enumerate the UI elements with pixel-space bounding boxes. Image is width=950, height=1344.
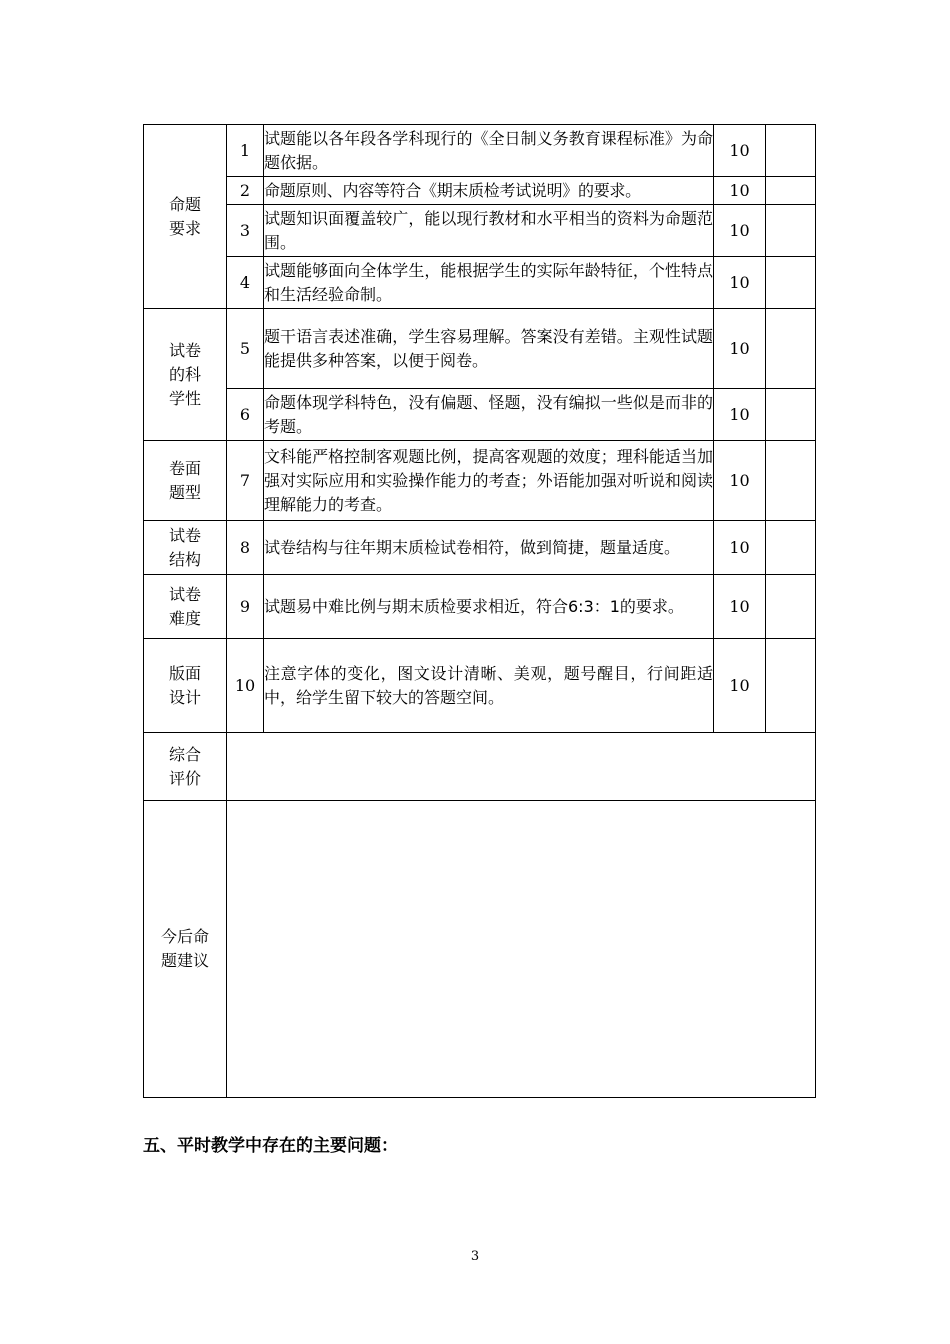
category-cell — [144, 575, 227, 639]
score-cell: 10 — [714, 639, 766, 733]
category-cell — [144, 125, 227, 309]
category-cell — [144, 733, 227, 801]
score-cell: 10 — [714, 441, 766, 521]
category-cell — [144, 309, 227, 441]
table-row — [144, 205, 816, 257]
criterion-text: 命题体现学科特色，没有偏题、怪题，没有编拟一些似是而非的考题。 — [264, 389, 714, 441]
overall-evaluation-label: 综合 评价 — [168, 744, 201, 788]
table-row — [144, 125, 816, 177]
score-cell: 10 — [714, 389, 766, 441]
item-number: 9 — [227, 575, 264, 639]
rating-cell — [766, 639, 816, 733]
rating-cell — [766, 575, 816, 639]
score-cell: 10 — [714, 177, 766, 205]
table-row — [144, 639, 816, 733]
rating-cell — [766, 125, 816, 177]
rating-cell — [766, 309, 816, 389]
page-number: 3 — [470, 1249, 480, 1264]
table-row — [144, 521, 816, 575]
overall-evaluation-field — [227, 733, 816, 801]
criterion-text: 题干语言表述准确，学生容易理解。答案没有差错。主观性试题能提供多种答案，以便于阅卷。 — [264, 309, 714, 389]
criterion-text: 试题能以各年段各学科现行的《全日制义务教育课程标准》为命题依据。 — [264, 125, 714, 177]
score-cell: 10 — [714, 125, 766, 177]
score-cell: 10 — [714, 521, 766, 575]
table-row — [144, 441, 816, 521]
category-label: 试卷 难度 — [168, 584, 201, 628]
rating-cell — [766, 389, 816, 441]
rating-cell — [766, 441, 816, 521]
table-row — [144, 575, 816, 639]
criterion-text: 试题易中难比例与期末质检要求相近，符合6:3：1的要求。 — [264, 575, 714, 639]
rating-cell — [766, 205, 816, 257]
table-row — [144, 801, 816, 1098]
score-cell: 10 — [714, 309, 766, 389]
criterion-text: 命题原则、内容等符合《期末质检考试说明》的要求。 — [264, 177, 714, 205]
score-cell: 10 — [714, 205, 766, 257]
item-number: 1 — [227, 125, 264, 177]
score-cell: 10 — [714, 257, 766, 309]
category-label: 试卷 结构 — [168, 525, 201, 569]
criterion-text: 试题知识面覆盖较广，能以现行教材和水平相当的资料为命题范围。 — [264, 205, 714, 257]
table-row — [144, 257, 816, 309]
item-number: 6 — [227, 389, 264, 441]
rating-cell — [766, 257, 816, 309]
category-cell — [144, 639, 227, 733]
criterion-text: 注意字体的变化，图文设计清晰、美观，题号醒目，行间距适中，给学生留下较大的答题空间。 — [264, 639, 714, 733]
item-number: 4 — [227, 257, 264, 309]
item-number: 10 — [227, 639, 264, 733]
criterion-text: 试卷结构与往年期末质检试卷相符，做到简捷，题量适度。 — [264, 521, 714, 575]
category-cell — [144, 441, 227, 521]
category-label: 命题 要求 — [168, 194, 201, 238]
category-label: 试卷 的科 学性 — [168, 340, 201, 408]
section-heading: 五、平时教学中存在的主要问题： — [143, 1136, 398, 1156]
evaluation-table — [143, 124, 816, 1098]
category-label: 版面 设计 — [168, 663, 201, 707]
rating-cell — [766, 521, 816, 575]
suggestion-field — [227, 801, 816, 1098]
category-cell — [144, 801, 227, 1098]
item-number: 5 — [227, 309, 264, 389]
score-cell: 10 — [714, 575, 766, 639]
item-number: 3 — [227, 205, 264, 257]
rating-cell — [766, 177, 816, 205]
table-row — [144, 309, 816, 389]
item-number: 8 — [227, 521, 264, 575]
suggestion-label: 今后命 题建议 — [160, 927, 209, 970]
item-number: 2 — [227, 177, 264, 205]
category-label: 卷面 题型 — [168, 458, 201, 502]
table-row — [144, 177, 816, 205]
item-number: 7 — [227, 441, 264, 521]
table-row — [144, 733, 816, 801]
category-cell — [144, 521, 227, 575]
table-row — [144, 389, 816, 441]
criterion-text: 试题能够面向全体学生，能根据学生的实际年龄特征，个性特点和生活经验命制。 — [264, 257, 714, 309]
criterion-text: 文科能严格控制客观题比例，提高客观题的效度；理科能适当加强对实际应用和实验操作能力的考查；外语能加强对听说和阅读理解能力的考查。 — [264, 441, 714, 521]
